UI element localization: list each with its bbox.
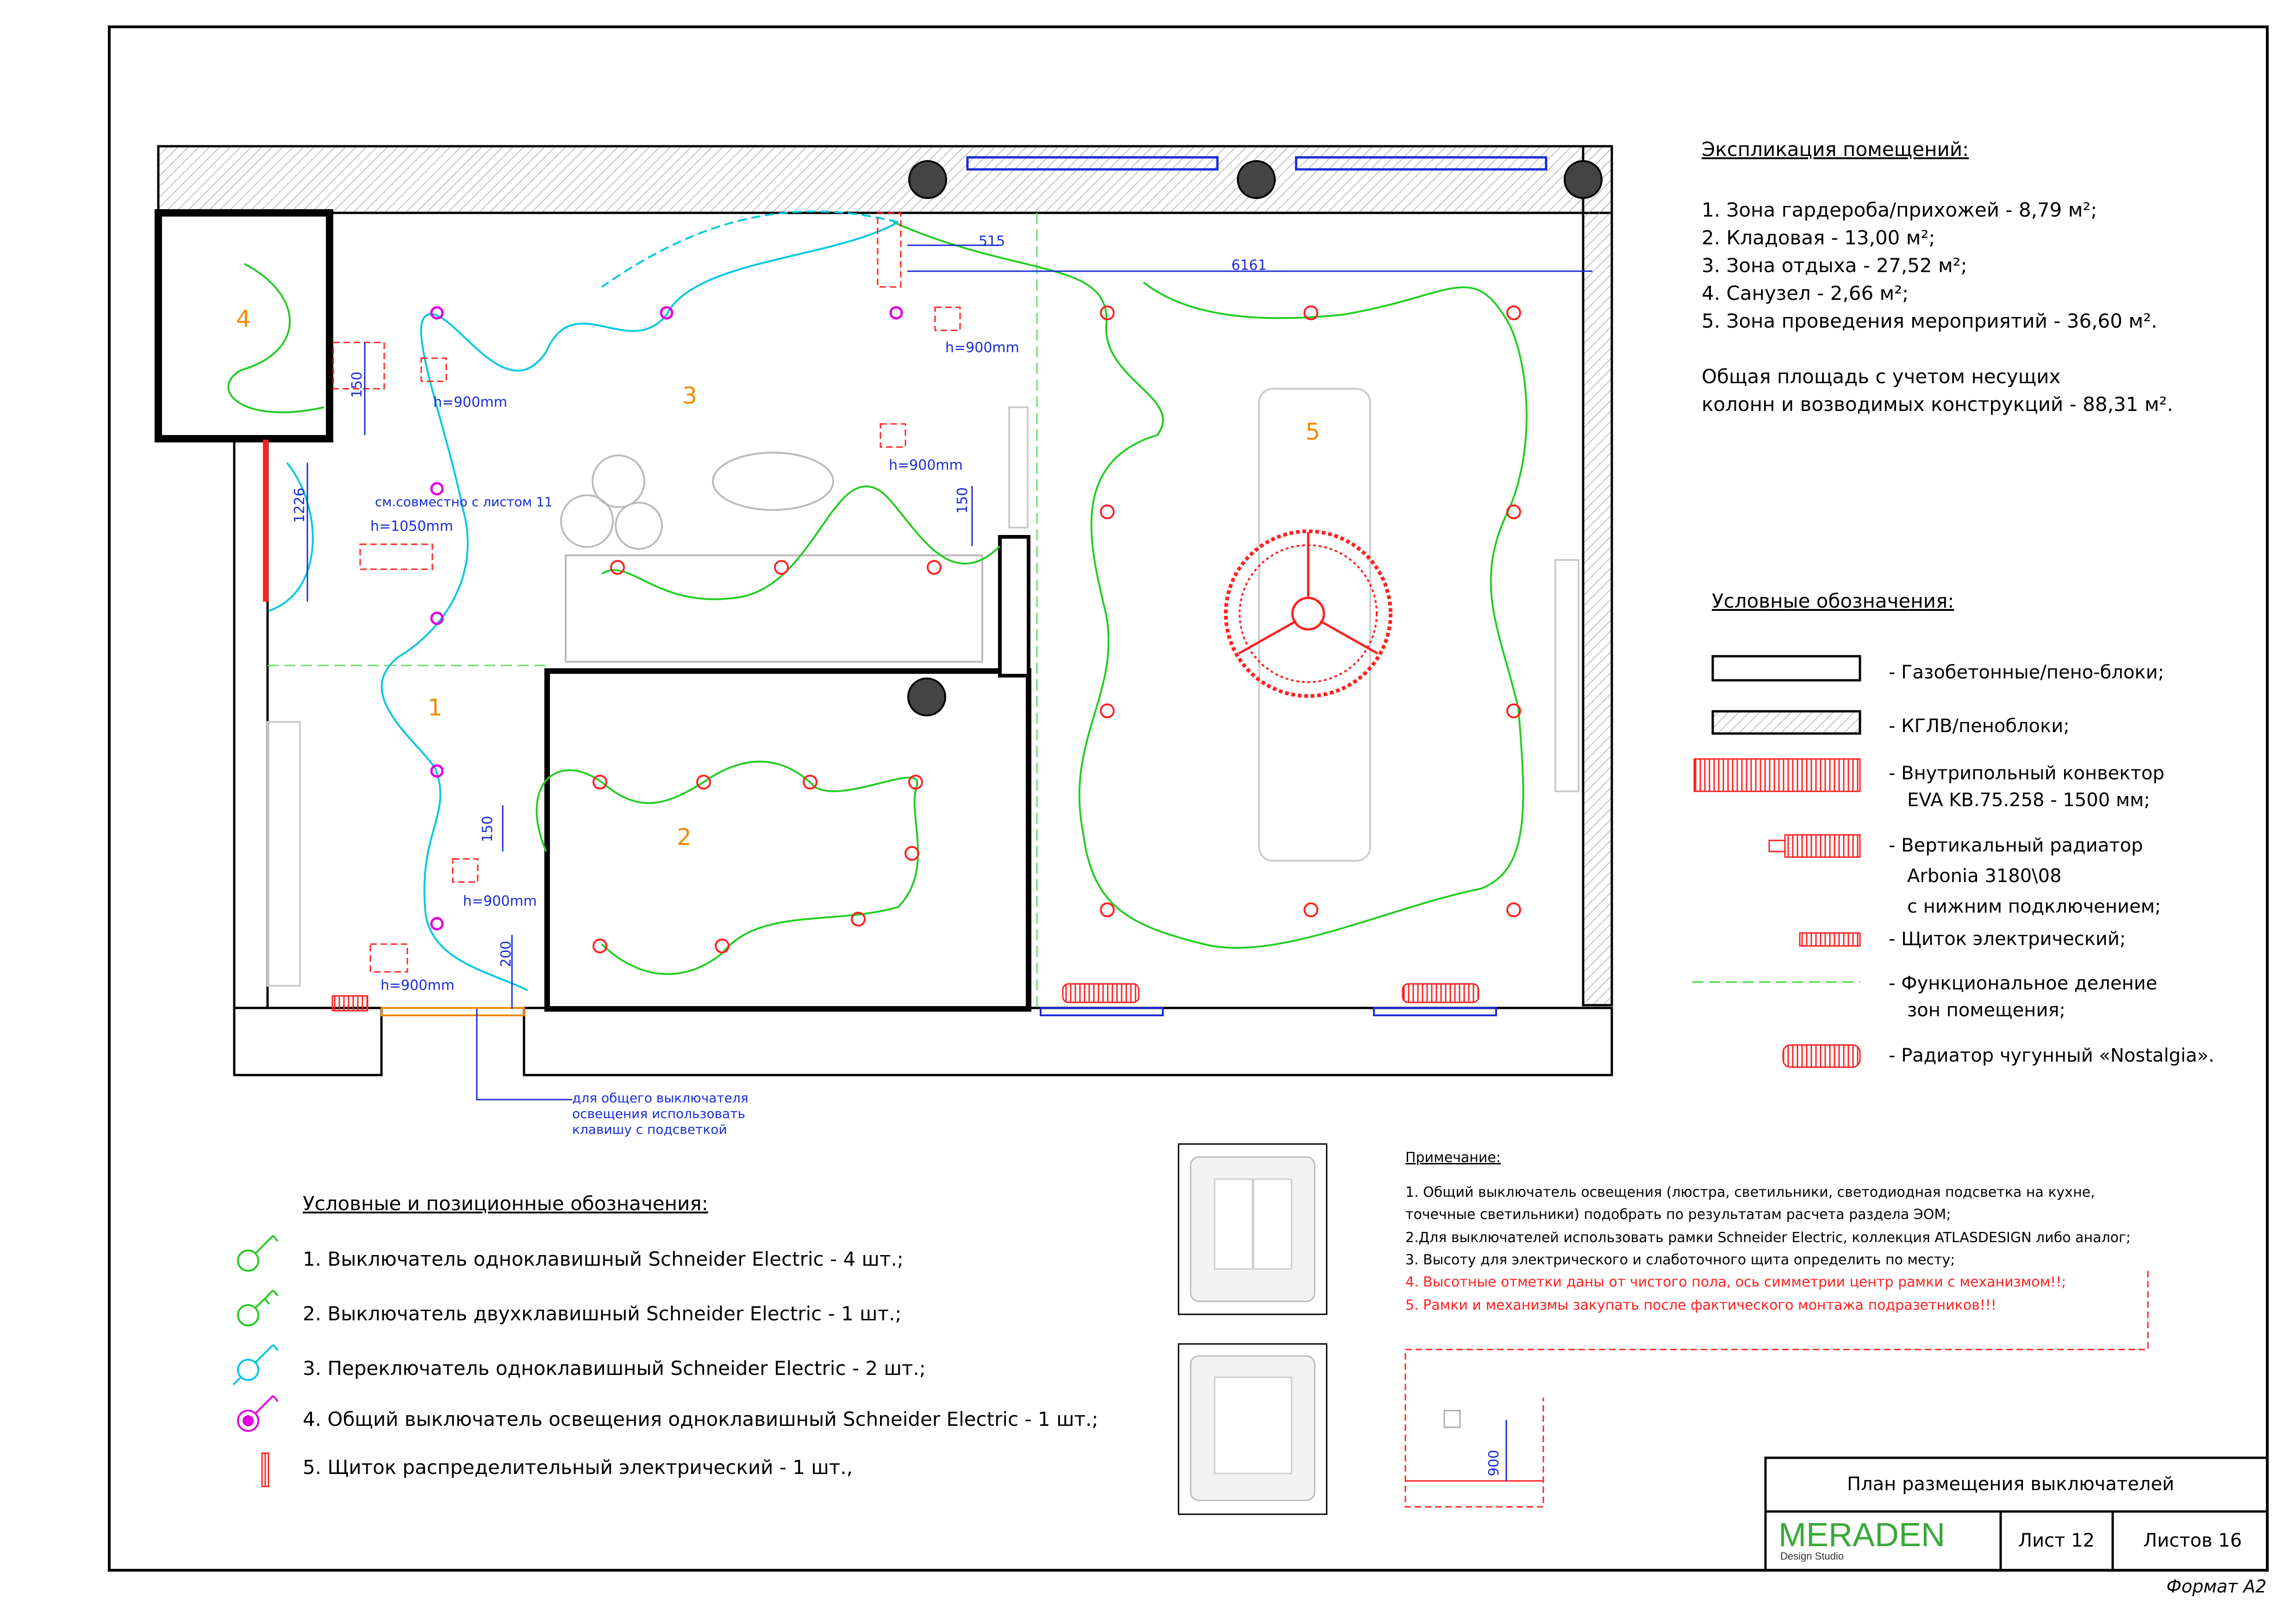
dimension-label: 515 bbox=[979, 233, 1005, 249]
side-table bbox=[616, 503, 662, 549]
height-label: h=900mm bbox=[381, 977, 455, 994]
dimension-label: 150 bbox=[955, 487, 971, 514]
drawing-title: План размещения выключателей bbox=[1847, 1474, 2174, 1495]
ceiling-light-icon bbox=[431, 307, 443, 318]
dimension-label: 200 bbox=[498, 940, 514, 967]
gypsum-block-icon bbox=[1713, 711, 1860, 734]
ceiling-light-icon bbox=[891, 307, 902, 318]
note-line: 1. Общий выключатель освещения (люстра, светильники, светодиодная подсветка на кухне, bbox=[1405, 1184, 2095, 1200]
marks-title: Условные и позиционные обозначения: bbox=[303, 1192, 708, 1215]
wiring-line bbox=[602, 486, 1000, 599]
brand-subtitle: Design Studio bbox=[1780, 1550, 1844, 1562]
switch-note: клавишу с подсветкой bbox=[572, 1122, 727, 1137]
master-switch-icon bbox=[238, 1396, 278, 1431]
sheet-number: Лист 12 bbox=[2018, 1530, 2095, 1551]
switch-note: для общего выключателя bbox=[572, 1090, 749, 1106]
pass-switch-icon bbox=[233, 1345, 278, 1385]
switch-callout bbox=[370, 944, 407, 972]
switch-key-left bbox=[1215, 1179, 1253, 1269]
column-icon bbox=[908, 678, 945, 715]
cast-iron-radiator-icon bbox=[1063, 984, 1139, 1002]
floor-convector-icon bbox=[1694, 759, 1860, 791]
distribution-panel-icon bbox=[262, 1453, 268, 1486]
total-area-line: Общая площадь с учетом несущих bbox=[1702, 365, 2061, 388]
switch-callout bbox=[453, 859, 478, 882]
total-area-line: колонн и возводимых конструкций - 88,31 м². bbox=[1702, 393, 2173, 416]
spot-light-icon bbox=[1101, 704, 1114, 717]
dimension-label: 150 bbox=[349, 371, 365, 398]
shelf bbox=[1009, 407, 1028, 528]
sideboard bbox=[1555, 560, 1578, 791]
wiring-line bbox=[893, 222, 1527, 948]
spot-light-icon bbox=[1507, 903, 1520, 916]
vertical-radiator-icon bbox=[1769, 835, 1860, 857]
note-line: точечные светильники) подобрать по результатам расчета раздела ЭОМ; bbox=[1405, 1206, 1951, 1223]
dimension-label: 6161 bbox=[1231, 257, 1267, 274]
room-number: 3 bbox=[682, 382, 697, 409]
room-number: 1 bbox=[428, 694, 443, 721]
cast-iron-radiator-icon bbox=[1403, 984, 1479, 1002]
partition-pillar bbox=[1000, 537, 1029, 676]
floor-plan bbox=[158, 146, 1612, 1100]
paper-format: Формат А2 bbox=[2166, 1576, 2267, 1597]
spot-lights bbox=[593, 306, 1520, 952]
wall-bottom bbox=[524, 1008, 1612, 1075]
notes-title: Примечание: bbox=[1405, 1150, 1501, 1166]
legend-label: - Щиток электрический; bbox=[1889, 928, 2126, 950]
wall-left bbox=[234, 440, 268, 1075]
switch-key bbox=[1215, 1377, 1292, 1474]
room-number: 5 bbox=[1305, 418, 1320, 445]
chandelier-arm bbox=[1239, 621, 1296, 653]
legend-label: с нижним подключением; bbox=[1907, 896, 2161, 917]
mark-item: 4. Общий выключатель освещения одноклавишный Schneider Electric - 1 шт.; bbox=[303, 1408, 1098, 1430]
spot-light-icon bbox=[593, 776, 606, 789]
switch-callout bbox=[935, 307, 960, 330]
legend-label: - Вертикальный радиатор bbox=[1889, 835, 2143, 856]
ceiling-light-icon bbox=[431, 918, 443, 929]
chandelier-arm bbox=[1320, 621, 1378, 653]
chandelier-hub bbox=[1292, 598, 1324, 629]
note-line: 3. Высоту для электрического и слаботочного щита определить по месту; bbox=[1405, 1252, 1955, 1268]
legend-label: Arbonia 3180\08 bbox=[1907, 865, 2062, 887]
side-table bbox=[561, 495, 613, 547]
spot-light-icon bbox=[905, 847, 918, 860]
switch-key-right bbox=[1254, 1179, 1292, 1269]
height-label: h=900mm bbox=[945, 340, 1019, 356]
legend-label: - КГЛВ/пеноблоки; bbox=[1889, 715, 2070, 737]
mark-item: 3. Переключатель одноклавишный Schneider Electric - 2 шт.; bbox=[303, 1357, 926, 1380]
room-item: 5. Зона проведения мероприятий - 36,60 м². bbox=[1702, 310, 2158, 332]
column-icon bbox=[1565, 161, 1602, 198]
legend-label: EVA KB.75.258 - 1500 мм; bbox=[1907, 790, 2150, 811]
height-label: h=1050mm bbox=[370, 518, 453, 535]
spot-light-icon bbox=[775, 561, 788, 574]
ceiling-light-icon bbox=[431, 483, 443, 494]
mark-icons bbox=[233, 1236, 278, 1486]
cast-iron-radiator-icon bbox=[1783, 1045, 1860, 1067]
dimension-label: 150 bbox=[480, 815, 496, 842]
sofa bbox=[566, 555, 982, 662]
legend-label: - Газобетонные/пено-блоки; bbox=[1889, 662, 2164, 683]
wardrobe bbox=[268, 722, 300, 986]
window bbox=[381, 1008, 524, 1015]
mark-item: 5. Щиток распределительный электрический - 1 шт., bbox=[303, 1456, 853, 1479]
height-label: h=900mm bbox=[463, 893, 537, 909]
legend-label: - Функциональное деление bbox=[1889, 973, 2158, 994]
spot-light-icon bbox=[1101, 505, 1114, 518]
electric-panel-icon bbox=[263, 440, 268, 602]
spot-light-icon bbox=[928, 561, 941, 574]
room-number: 4 bbox=[236, 305, 251, 332]
legend-icons bbox=[1692, 656, 1860, 1067]
double-switch-icon bbox=[238, 1290, 278, 1325]
spot-light-icon bbox=[611, 561, 624, 574]
wall-right bbox=[1583, 146, 1612, 1005]
column-icon bbox=[909, 161, 946, 198]
switch-box-icon bbox=[1444, 1411, 1460, 1427]
aerated-block-icon bbox=[1713, 656, 1860, 680]
reference-note: см.совместно с листом 11 bbox=[375, 494, 553, 510]
wiring-line bbox=[228, 264, 324, 412]
spot-light-icon bbox=[1507, 505, 1520, 518]
wiring-line bbox=[268, 463, 313, 611]
rooms-title: Экспликация помещений: bbox=[1702, 138, 1969, 161]
brand-logo: MERADEN bbox=[1778, 1517, 1946, 1554]
note-line-warning: 4. Высотные отметки даны от чистого пола, ось симметрии центр рамки с механизмом!!; bbox=[1405, 1274, 2066, 1290]
switch-callout bbox=[880, 424, 905, 447]
height-label: h=900mm bbox=[889, 457, 963, 473]
dimension-label: 1226 bbox=[292, 487, 308, 523]
legend-label: - Внутрипольный конвектор bbox=[1889, 763, 2165, 784]
sheet-count: Листов 16 bbox=[2143, 1530, 2242, 1551]
wiring-line bbox=[382, 222, 898, 990]
wall-bottom-left bbox=[234, 1008, 381, 1075]
switch-photos bbox=[1179, 1144, 1327, 1514]
legend-label: зон помещения; bbox=[1907, 1000, 2065, 1021]
switch-callout bbox=[360, 544, 432, 569]
room-item: 3. Зона отдыха - 27,52 м²; bbox=[1702, 254, 1967, 277]
single-switch-icon bbox=[238, 1236, 278, 1271]
spot-light-icon bbox=[1101, 903, 1114, 916]
spot-light-icon bbox=[1304, 903, 1317, 916]
mark-item: 1. Выключатель одноклавишный Schneider Electric - 4 шт.; bbox=[303, 1248, 904, 1270]
wiring-line bbox=[602, 211, 898, 287]
room-number: 2 bbox=[677, 824, 692, 851]
room-item: 1. Зона гардероба/прихожей - 8,79 м²; bbox=[1702, 199, 2097, 221]
switch-note: освещения использовать bbox=[572, 1106, 746, 1121]
room-item: 2. Кладовая - 13,00 м²; bbox=[1702, 226, 1935, 249]
mark-item: 2. Выключатель двухклавишный Schneider Electric - 1 шт.; bbox=[303, 1302, 902, 1325]
legend-label: - Радиатор чугунный «Nostalgia». bbox=[1889, 1045, 2215, 1066]
room-item: 4. Санузел - 2,66 м²; bbox=[1702, 282, 1909, 305]
note-line: 2.Для выключателей использовать рамки Schneider Electric, коллекция ATLASDESIGN либо аналог; bbox=[1405, 1230, 2131, 1246]
legend-title: Условные обозначения: bbox=[1712, 590, 1954, 612]
spot-light-icon bbox=[1507, 306, 1520, 319]
vertical-radiator-icon bbox=[332, 996, 368, 1011]
dimension-label: 900 bbox=[1486, 1449, 1502, 1476]
height-label: h=900mm bbox=[433, 394, 507, 410]
column-icon bbox=[1238, 161, 1275, 198]
coffee-table bbox=[713, 453, 833, 510]
spot-light-icon bbox=[716, 939, 729, 952]
electric-panel-icon bbox=[1800, 933, 1860, 946]
note-line-warning: 5. Рамки и механизмы закупать после фактического монтажа подразетников!!! bbox=[1405, 1297, 1997, 1313]
